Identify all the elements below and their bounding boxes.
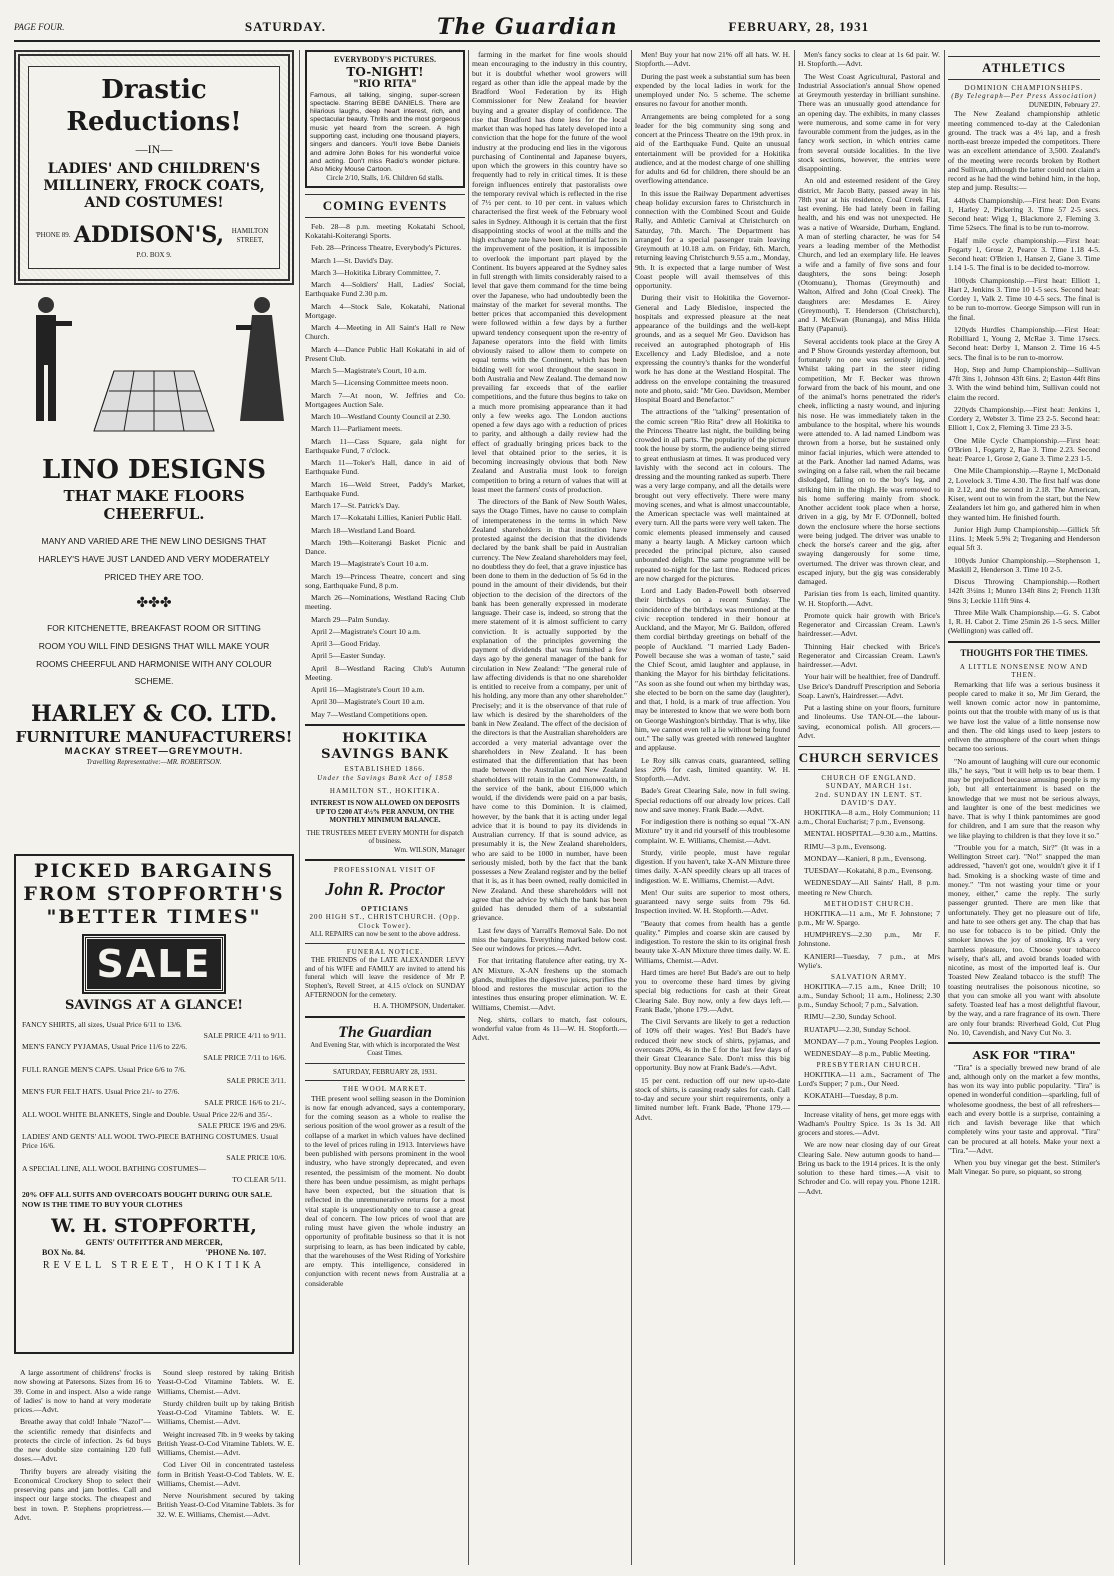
article-paragraph: Remarking that life was a serious business it people cared to make it so, Mr Jim Gerard, the well known comic actor now in pantomime, points out that the trouble with many of us is that we have lost the value of a little nonsense now and then. The old kings used to keep jesters to enliven the atmosphere of the court when things became too serious. — [948, 679, 1100, 754]
article-paragraph: "Trouble you for a match, Sir?" (It was in a Wellington Street car). "No!" snapped the man addressed, "haven't got one, wouldn't give it if I had. Smoking is a shocking waste of time and money." "I'm not wasting your time or your money, either," came the reply. The surly passenger grunted. There are men like that unfortunately. They get no pleasure out of life, and hate to see others get any. The chap that has no use for tobacco is to be pitied. Only the smoker knows the joy of smoking. It's a very harmless pleasure, too. Choose your tobacco wisely, that's all, and avoid brands loaded with nicotine, as most of the imported leaf is. Our Toasted New Zealand tobacco is the stuff! The toasting neutralises the poisonous nicotine, so that you can smoke all you want with absolute safety. Toasted leaf has a most delightful flavour, by the way, and a rare fragrance of its own. There are only four brands: Riverhead Gold, Cut Plug No. 10, Cavendish, and Navy Cut No. 3. — [948, 842, 1100, 1037]
event-item: April 8—Westland Racing Club's Autumn Meeting. — [305, 663, 465, 682]
column-five-notices — [798, 50, 940, 740]
addisons-phone: 'PHONE 89. — [35, 231, 71, 240]
notice-paragraph: Increase vitality of hens, get more eggs with Wadham's Poultry Spice. 1s 3s 1s 3d. All grocers and stores.—Advt. — [798, 1109, 940, 1138]
column-rule — [944, 50, 945, 1565]
church-methodist-list — [798, 909, 940, 971]
event-item: March 11—Cass Square, gala night for Earthquake Fund, 7 o'clock. — [305, 436, 465, 455]
result-paragraph: Discus Throwing Championship.—Rothert 142ft 3½ins 1; Munro 134ft 8ins 2; French 113ft 9ins 3; Leckie 111ft 9ins 4. — [948, 577, 1100, 605]
church-lent: 2nd. SUNDAY IN LENT. ST. DAVID'S DAY. — [815, 790, 923, 808]
bank-manager: Wm. WILSON, Manager — [393, 845, 465, 854]
event-item: March 7—At noon, W. Jeffries and Co. Mortgagees Auction Sale. — [305, 390, 465, 409]
service-item: MONDAY—7 p.m., Young Peoples Legion. — [804, 1036, 939, 1046]
pictures-head: EVERYBODY'S PICTURES. — [334, 55, 436, 64]
column-five — [798, 50, 940, 1199]
article-paragraph: The attractions of the "talking" presentation of the comic screen "Rio Rita" drew all Hokitika to the Princess Theatre last night, the building being crowded in all parts. The popularity of the picture took the house by storm, the audience being stirred to great enthusiasm at times. It was produced very lavishly with the second act in colours. The dressing and the mounting ranked as superb. There was a very large company, and all the details were brought out very effectively. There were many moving scenes, and what is almost unaccountable, the American spectacle was well maintained at every turn. All the parts were very well taken. The comic elements pleased immensely and caused many a hearty laugh. A Mickey cartoon which preceded the principal picture, also caused unbounded delight. The same programme will be repeated to-night for the last time. Reduced prices are now charged for the pictures. — [635, 407, 790, 583]
article-paragraph: 15 per cent. reduction off our new up-to-date stock of shirts, is causing ready sales for cash. Call to-day and secure your shirt requirements, only a limited number left. Frank Bade, 'Phone 179.—Advt. — [635, 1075, 790, 1122]
column-rule — [468, 50, 469, 1565]
result-paragraph: One Mile Cycle Championship.—First heat: O'Brien 1, Fogarty 2, Rae 3. Time 2.23. Second heat: Pearce 1, Grose 2, Gane 3. Time 2.23 1-5. — [948, 435, 1100, 464]
price-item-sale-price: SALE PRICE 3/11. — [226, 1075, 286, 1085]
coming-events-list — [305, 222, 465, 719]
price-item-label: A SPECIAL LINE, ALL WOOL BATHING COSTUMES— — [22, 1163, 207, 1173]
result-paragraph: 120yds Hurdles Championship.—First Heat: Robilliard 1, Young 2, McRae 3. Time 17secs. Second heat: Derby 1, Manson 2. Time 16 4-5 secs. The final is to be run to-morrow. — [948, 324, 1100, 362]
lino-sub2: CHEERFUL. — [103, 505, 205, 524]
pictures-body: Famous, all talking, singing, super-screen spectacle. Starring BEBE DANIELS. There are hilarious laughs, deep heart interest, rich, and spectacular beauty. Thrills and the most gorgeous music yet heard from the screen. A high supporting cast, including one thousand players, singers and dancers. You'll love Bebe Daniels and admire John Boles for his wonderful voice and acting. Don't miss Radio's wonder picture. Also Micky Mouse Cartoon. — [310, 91, 460, 174]
addisons-street: HAMILTON STREET, — [231, 227, 269, 244]
bank-est: ESTABLISHED 1866. — [344, 765, 426, 774]
price-item-label: ALL WOOL WHITE BLANKETS, Single and Double. Usual Price 22/6 and 35/-. — [22, 1109, 273, 1119]
stopforth-trade: GENTS' OUTFITTER AND MERCER, — [85, 1238, 223, 1248]
event-item: March 4—Stock Sale, Kokatahi, National Mortgage. — [305, 301, 465, 320]
service-item: TUESDAY—Kokatahi, 8 p.m., Evensong. — [804, 866, 933, 876]
price-item — [22, 1087, 286, 1108]
athletics-sub: DOMINION CHAMPIONSHIPS. — [964, 83, 1084, 92]
event-item: March 17—Kokatahi Lillies, Kanieri Public Hall. — [311, 513, 462, 523]
lino-illustration — [14, 291, 294, 441]
event-item: Feb. 28—Princess Theatre, Everybody's Pictures. — [311, 243, 462, 253]
man-figure-icon — [14, 291, 74, 441]
athletics-place: DUNEDIN, February 27. — [1028, 100, 1100, 109]
masthead — [14, 14, 1100, 42]
event-item: Feb. 28—8 p.m. meeting Kokatahi School, Kokatahi-Koiterangi Sports. — [305, 221, 465, 241]
price-item — [22, 1164, 286, 1185]
price-item-label: FANCY SHIRTS, all sizes, Usual Price 6/11 to 13/6. — [22, 1019, 182, 1029]
funeral-body: THE FRIENDS of the LATE ALEXANDER LEVY and of his WIFE and FAMILY are invited to attend his funeral which will leave the residence of Mr P. Stephen's, Revell Street, at 4.15 o'clock on SUNDAY AFTERNOON for the cemetery. — [305, 956, 465, 999]
thoughts-sub: A LITTLE NONSENSE NOW AND THEN. — [959, 662, 1089, 680]
masthead-date: FEBRUARY, 28, 1931 — [728, 19, 870, 35]
addisons-advertisement — [14, 50, 294, 285]
result-paragraph: Half mile cycle championship.—First heat: Fogarty 1, Grose 2, Pearce 3. Time 1.18 4-5. Second heat: O'Brien 1, Hansen 2, Gane 3. Time 1.14 1-5. The final is to be decided to-morrow. — [948, 235, 1100, 273]
pictures-film: "RIO RITA" — [353, 79, 417, 91]
column-rule — [794, 50, 795, 1565]
church-methodist: METHODIST CHURCH. — [824, 899, 914, 908]
price-item-sale-price: SALE PRICE 7/11 to 16/6. — [203, 1053, 286, 1063]
event-item: April 3—Good Friday. — [311, 639, 381, 649]
notice-paragraph: Thrifty buyers are already visiting the Economical Crockery Shop to select their preserving pans and jam bottles. Call and inspect our large stocks. The cheapest and best in town. P. Stephens proprietress.—Advt. — [14, 1466, 151, 1522]
church-title: CHURCH SERVICES — [798, 746, 940, 770]
service-item: HOKITIKA—11 a.m., Sacrament of The Lord's Supper; 7 p.m., Our Need. — [798, 1069, 940, 1089]
notice-paragraph: A large assortment of childrens' frocks is now showing at Patersons. Sizes from 16 to 39. Come in and inspect. Also a wide range of ladies' is now to hand at very moderate prices.—Advt. — [14, 1368, 151, 1414]
article-paragraph: An old and esteemed resident of the Grey district, Mr Jacob Batty, passed away in his 78th year at his residence, Coal Creek Flat, last evening. He had lately been in failing health, and his end was not unexpected. He was a native of Wearside, Durham, England. A man of sterling character, he was for 54 years a leading member of the Methodist Church, and led an exemplary life. He leaves a wife and a family of five sons and four daughters, the sons being: Joseph (Otomuanu), Thomas (Greymouth) and Walton, Alfred and John (Coal Creek). The daughters are: Mesdames E. Airey (Greymouth), T. Henderson (Christchurch), and J. McEwan (Runanga), and Miss Hilda Batty (Papanui). — [798, 176, 940, 334]
notice-paragraph: Cod Liver Oil in concentrated tasteless form in British Yeast-O-Cod Tablets. W. E. Williams, Chemist.—Advt. — [157, 1460, 294, 1488]
event-item: March 19th—Koiterangi Basket Picnic and Dance. — [305, 537, 465, 557]
price-item-sale-price: SALE PRICE 19/6 and 29/6. — [198, 1120, 286, 1130]
event-item: March 4—Soldiers' Hall, Ladies' Social, Earthquake Fund 2.30 p.m. — [305, 280, 465, 299]
price-item-label: MEN'S FUR FELT HATS. Usual Price 21/- to 27/6. — [22, 1087, 180, 1097]
event-item: April 16—Magistrate's Court 10 a.m. — [311, 685, 425, 695]
bottom-notices — [14, 1368, 294, 1568]
notice-paragraph: We are now near closing day of our Great Clearing Sale. New autumn goods to hand—Bring us back to the 1914 prices. It is the only solution to these hard times.—A visit to Schroder and Co. will repay you. Phone 121R.—Advt. — [798, 1140, 940, 1196]
article-paragraph: "No amount of laughing will cure our economic ills," he says, "but it will help us to bear them. I may be prejudiced because amusing people is my job, but all entertainment is based on the knowledge that we must not be serious always, and laughter is one of the best medicines we have. That is why I think pantomimes are good for children, and I am sure that the reason why we like playing to children is that they love it so." — [948, 756, 1100, 840]
proctor-address: 200 HIGH ST., CHRISTCHURCH. (Opp. Clock Tower). — [309, 913, 461, 930]
pictures-advertisement — [305, 50, 465, 188]
coming-events-title: COMING EVENTS — [305, 194, 465, 218]
price-item — [22, 1020, 286, 1041]
vinegar-notice: When you buy vinegar get the best. Stimiler's Malt Vinegar. So pure, so piquant, so strong — [948, 1158, 1100, 1177]
thoughts-body — [948, 680, 1100, 1038]
lino-para2: FOR KITCHENETTE, BREAKFAST ROOM OR SITTING ROOM YOU WILL FIND DESIGNS THAT WILL MAKE YOUR ROOMS CHEERFUL AND HARMONISE WITH ANY COLOUR SCHEME. — [36, 622, 272, 687]
event-item: April 2—Magistrate's Court 10 a.m. — [311, 626, 421, 636]
price-item — [22, 1110, 286, 1131]
stopforth-firm: W. H. STOPFORTH, — [51, 1214, 257, 1237]
harley-firm: HARLEY & CO. LTD. — [31, 701, 277, 728]
bottom-right-notices — [157, 1368, 294, 1568]
article-paragraph: For indigestion there is nothing so equal "X-AN Mixture" try it and rid yourself of this troublesome complaint. W. E. Williams, Chemist.—Advt. — [635, 817, 790, 845]
column-rule — [299, 50, 300, 1565]
bank-act: Under the Savings Bank Act of 1858 — [317, 774, 453, 783]
price-item-label: MEN'S FANCY PYJAMAS, Usual Price 11/6 to 22/6. — [22, 1042, 187, 1052]
bank-interest: INTEREST IS NOW ALLOWED ON DEPOSITS UP TO £200 AT 4½% PER ANNUM, ON THE MONTHLY MINIMUM BALANCE. — [310, 799, 460, 825]
lino-sub1: THAT MAKE FLOORS — [63, 486, 245, 505]
event-item: March 16—Weld Street, Paddy's Market, Earthquake Fund. — [305, 479, 465, 498]
article-paragraph: Arrangements are being completed for a song leader for the big community sing song and concert at the Princess Theatre on the 19th prox. in aid of the Earthquake Fund. Quite an unusual entertainment will be provided for a Hokitika audience, and at the modest charge of one shilling for adults and 6d for children, there should be an overflowing attendance. — [635, 111, 790, 186]
harley-address: MACKAY STREET—GREYMOUTH. — [64, 746, 244, 758]
event-item: March 29—Palm Sunday. — [311, 614, 390, 624]
proctor-head: PROFESSIONAL VISIT OF — [333, 866, 437, 875]
article-paragraph: Men! Buy your hat now 21% off all hats. W. H. Stopforth.—Advt. — [635, 50, 790, 69]
article-paragraph: Thinning Hair checked with Brice's Regenerator and Circassian Cream. Lawn's hairdresser.—Advt. — [798, 641, 940, 669]
article-paragraph: The directors of the Bank of New South Wales, says the Otago Times, have no cause to complain of intemperateness in the terms in which New Zealand shareholders in that institution have protested against the decision that the dividends declared by the bank shall be paid in Australian currency. The New Zealand shareholders may feel, no doubtless they do feel, that a grave injustice has been done to them in the deduction of 5s 6d in the pound in the amount of their dividends, but their objection to the decision of the directors of the bank has been generally expressed in moderate language. Their case is, indeed, so strong that the mere statement of it is almost sufficient to carry conviction. It is actually supported by the explanation of the principles governing the payment of dividends that was furnished a few days ago by the general manager of the bank for circulation in New Zealand: "The general rule of law affecting dividends is that no one shareholder is entitled to receive from a company, per unit of his holding, any more than any other shareholder." Precisely; and it is the observance of that rule of law which is desired by the shareholders of the bank in New Zealand. The effect of the decision of the directors is that the Australian shareholders are accorded a very material advantage over the shareholders in New Zealand. It has been estimated that the differentiation that has been made between the Australian and New Zealand shareholders will retain in the Commonwealth, in the service of the bank, about £16,000 which would, if the dividends were paid on a par basis, have come to this Dominion. It is claimed, however, by the bank that it is acting under legal advice that it is bound to pay its dividends in Australian currency. If that is sound advice, as presumably it is, the New Zealand shareholders, who are said to be 1000 in number, have been seriously misled, both by the fact that the bank possesses a New Zealand register and by the belief that it is, as it has been owned, really domiciled in New Zealand. And these shareholders will not agree that the advice by which the bank has been guided has denuded them of a substantial grievance. — [472, 497, 627, 923]
event-item: March 18—Westland Land Board. — [311, 525, 416, 535]
event-item: May 7—Westland Competitions open. — [311, 709, 428, 719]
proctor-repairs: ALL REPAIRS can now be sent to the above address. — [309, 930, 461, 939]
price-item-sale-price: TO CLEAR 5/11. — [232, 1175, 286, 1185]
article-paragraph: Men! Our suits are superior to most others, guaranteed navy serge suits from 79s 6d. Inspection invited. W. H. Stopforth.—Advt. — [635, 887, 790, 916]
service-item: KANIERI—Tuesday, 7 p.m., at Mrs Wylie's. — [798, 951, 940, 970]
wool-title: THE WOOL MARKET. — [342, 1085, 428, 1094]
price-item — [22, 1132, 286, 1162]
column-advertisements — [14, 50, 294, 1360]
article-paragraph: During the past week a substantial sum has been expended by the local ladies in work for the unemployed under No. 5 scheme. The scheme ensures no favour for another month. — [635, 71, 790, 109]
service-item: HOKITIKA—7.15 a.m., Knee Drill; 10 a.m., Sunday School; 11 a.m., Holiness; 2.30 p.m., Sunday School; 7 p.m., Salvation. — [798, 981, 940, 1010]
event-item: March 10—Westland County Council at 2.30. — [311, 412, 451, 422]
event-item: March 19—Princess Theatre, concert and sing song, Earthquake Fund, 8 p.m. — [305, 571, 465, 590]
wool-body: THE present wool selling season in the Dominion is now far enough advanced, says a contemporary, for the coming season as a whole to realise the serious position of the wool grower as a result of the collapse of a market in which values have declined to the level of prices ruling in 1913. Interviews have been published with persons prominent in the wool industry, who have strongly deprecated, and even resented, the pessimism of the moment. No doubt there has been undue pessimism, as might perhaps have been expected, but the situation that is reflected in the unremunerative returns for a most vital staple is unquestionably one to cause a great deal of concern. The low prices of wool that are ruling must have given the whole industry an opportunity of profitable business so that it is not surprising to learn, as has been indicated by cable, that the warehouses of the West Riding of Yorkshire are empty. This intelligence, considered in conjunction with recent news from Australia at a considerable — [305, 1093, 465, 1288]
article-paragraph: For that irritating flatulence after eating, try X-AN Mixture. X-AN freshens up the stomach glands, multiplies the digestive juices, purifies the blood and restores the muscular action to the intestines thus ensuring proper elimination. W. E. Williams, Chemist.—Advt. — [472, 956, 627, 1012]
tira-title: ASK FOR "TIRA" — [972, 1049, 1076, 1063]
event-item: March 11—Toker's Hall, dance in aid of Earthquake Fund. — [305, 458, 465, 477]
article-paragraph: farming in the market for fine wools should mean encouraging to the industry in this country, but it is doubtful whether wool growers will regard as other than idle the appeal made by the Bradford Wool Federation by its High Commissioner for New Zealand for heavier buying and a greater display of confidence. The rise that Bradford has done less for the local market than was hoped has lately developed into a conviction that the hope for the future of the wool industry at the producing end lies in the vigorous purchasing of Continental and Japanese buyers, upon which the growers in this country have so frequently had to rely in critical times. It is these foreign influences entirely that pastoralists owe the temporary revival which is reflected in the rise of 7½ per cent. to 10 per cent. in values which characterised the first week of the February wool sales in Sydney. Although it is certain that the first disappointing stocks of wool at the mills and the high exchange rate have been influential factors in the improvement of the position, it is impossible to overlook the important part played by the Continent. Its buyers appeared at the Sydney sales in full strength with limits considerably raised to a level that gave them command for the time being over the Japanese, who had undoubtedly been the mainstay of the market for several months. The better prices that accompanied this development were followed within a few days by a further upward tendency consequent upon the re-entry of Japanese operators into the field with limits obviously raised to allow them to compete on equal terms with the Continent, which has been bidding well for wool throughout the season in both Australia and New Zealand. The demand now prevailing far exceeds that of the earlier competitions, and the future thus begins to take on a much more promising appearance than it had only a few weeks ago. The London auctions opened a few days ago with a reduction of prices to parity, and although a daily review had the effect of gradually bringing prices back to the level that obtained prior to the series, it is becoming increasingly obvious that both New Zealand and Australia must look to foreign competition to bring a return of values that will at least meet the farmers' costs of production. — [472, 50, 627, 494]
event-item: March 1—St. David's Day. — [311, 255, 394, 265]
notice-paragraph: Nerve Nourishment secured by taking British Yeast-O-Cod Vitamine Tablets. 3s for 32. W. E. Williams, Chemist.—Advt. — [157, 1491, 294, 1519]
drastic-in: —IN— — [135, 142, 173, 157]
event-item: March 17—St. Patrick's Day. — [311, 501, 400, 511]
service-item: KOKATAHI—Tuesday, 8 p.m. — [804, 1091, 899, 1101]
result-paragraph: 100yds Championship.—First heat: Elliott 1, Hart 2, Jenkins 3. Time 10 1-5 secs. Second heat: Cordey 1, Valk 2. Time 10 4-5 secs. The final is to be run to-morrow. George Simpson will run in the final. — [948, 275, 1100, 322]
article-paragraph: Promote quick hair growth with Brice's Regenerator and Circassian Cream. Lawn's hairdresser.—Advt. — [798, 610, 940, 639]
result-paragraph: 220yds Championship.—First heat: Jenkins 1, Cordery 2, Webster 3. Time 23 2-5. Second heat: Elliott 1, Cox 2, Fleming 3. Time 23 3-5. — [948, 404, 1100, 433]
article-paragraph: Parisian ties from 1s each, limited quantity. W. H. Stopforth.—Advt. — [798, 589, 940, 608]
event-item: March 3—Hokitika Library Committee, 7. — [311, 267, 441, 277]
woman-figure-icon — [234, 291, 294, 441]
column-rule — [631, 50, 632, 1565]
article-paragraph: Last few days of Yarrall's Removal Sale. Do not miss the bargains. Everything marked below cost. See our windows for prices.—Advt. — [472, 925, 627, 953]
article-paragraph: Lord and Lady Baden-Powell both observed their birthdays on a recent Sunday. The coincidence of the birthdays was mentioned at the civic reception tendered in their honour at Auckland, and the Mayor, Mr G. Baildon, offered them cordial birthday greetings on behalf of the people of Auckland. "I married Lady Baden-Powell because she was a woman of taste," said the Chief Scout, amid laughter and applause, in thanking the Mayor for his birthday felicitations. "As soon as she found out when my birthday was, she elected to be born on the same day (laughter), and that, I hold, is a mark of true affection. You may be interested to know that we were both born on George Washington's birthday. That is why, like him, we cannot even tell a lie without being found out." The sally was greeted with renewed laughter and applause. — [635, 586, 790, 753]
event-item: March 26—Nominations, Westland Racing Club meeting. — [305, 593, 465, 612]
article-paragraph: The Civil Servants are likely to get a reduction of 10% off their wages. Yes! But Bade's have reduced their new stock of shirts, pyjamas, and overcoats 20%, 4s in the £ for the last few days of their Great Clearance Sale. Don't miss this big opportunity. Buy now at Frank Bade's.—Advt. — [635, 1017, 790, 1073]
church-presbyterian-list — [798, 1070, 940, 1101]
church-england-list — [798, 808, 940, 897]
church-england: CHURCH OF ENGLAND. — [821, 773, 917, 782]
athletics-title: ATHLETICS — [948, 56, 1100, 80]
stopforth-line3: "BETTER TIMES" — [46, 906, 262, 929]
thoughts-title: THOUGHTS FOR THE TIMES. — [960, 647, 1088, 658]
bank-trustees: THE TRUSTEES MEET EVERY MONTH for dispatch of business. — [306, 828, 464, 846]
article-paragraph: "Beauty that comes from health has a gentle quality." Pimples and coarse skin are caused by indigestion. To restore the skin to its original fresh beauty take X-AN Mixture three times daily. W. E. Williams, Chemist.—Advt. — [635, 918, 790, 965]
guardian-name: The Guardian — [338, 1023, 432, 1041]
stopforth-phone: 'PHONE No. 107. — [205, 1247, 266, 1257]
pictures-tonight: TO-NIGHT! — [346, 64, 424, 79]
drastic-line1: LADIES' AND CHILDREN'S — [47, 161, 261, 178]
lino-headline: LINO DESIGNS — [42, 455, 266, 485]
drastic-line2: MILLINERY, FROCK COATS, — [43, 178, 265, 195]
article-paragraph: Neg. shirts, collars to match, fast colours, wonderful value from 4s 11—W. H. Stopforth.—Advt. — [472, 1014, 627, 1043]
article-paragraph: Men's fancy socks to clear at 1s 6d pair. W. H. Stopforth.—Advt. — [798, 50, 940, 69]
harley-trade: FURNITURE MANUFACTURERS! — [15, 728, 293, 747]
notice-paragraph: Sound sleep restored by taking British Yeast-O-Cod Vitamine Tablets. W. E. Williams, Chemist.—Advt. — [157, 1368, 294, 1396]
article-paragraph: Sturdy, virile people, must have regular digestion. If you haven't, take X-AN Mixture three times daily. X-AN speedily clears up all traces of indigestion. W. E. Williams, Chemist.—Advt. — [635, 847, 790, 885]
bank-address: HAMILTON ST., HOKITIKA. — [329, 786, 441, 795]
price-item — [22, 1065, 286, 1086]
event-item: March 5—Magistrate's Court, 10 a.m. — [311, 366, 427, 376]
harley-rep: Travelling Representative:—MR. ROBERTSON. — [86, 758, 222, 766]
article-paragraph: Bade's Great Clearing Sale, now in full swing. Special reductions off our already low prices. Call now and save money. Frank Bade.—Advt. — [635, 786, 790, 814]
proctor-name: John R. Proctor — [325, 878, 445, 899]
service-item: RIMU—3 p.m., Evensong. — [804, 841, 887, 851]
column-two — [305, 50, 465, 1291]
article-paragraph: Several accidents took place at the Grey A and P Show Grounds yesterday afternoon, but fortunately no one was seriously injured. Whilst taking part in the steer riding competition, Mr F. Becker was thrown forward from the back of his mount, and one of the animal's horns penetrated the rider's cheek, inflicting a nasty wound, and injuring his nose. He was immediately taken in the ambulance to the hospital, where his wounds were attended to. A lad named Lindbom was thrown from a horse, but he sustained only minor facial injuries, which were attended to at the Park. Another lad named Adams, was swinging on a false rail, when the rail became dislodged, falling on to the boy's leg, and striking him in the thigh. He was removed to his home suffering mainly from shock. Another accident took place when a horse, driven in a gig, by Mr F. O'Donnell, bolted down the enclosure where the horse sections were being judged. The driver was unable to check the horse's career and the gig, after swaying dangerously for some time, overturned. The driver was thrown clear, and escaped injury, but the gig was considerably damaged. — [798, 336, 940, 586]
guardian-date: SATURDAY, FEBRUARY 28, 1931. — [333, 1067, 437, 1076]
result-paragraph: Junior High Jump Championship.—Gillick 5ft 11ins. 1; Meek 5.9¾ 2; Treganing and Henderson equal 5ft 3. — [948, 524, 1100, 553]
event-item: March 11—Parliament meets. — [311, 424, 403, 434]
notice-paragraph: Weight increased 7lb. in 9 weeks by taking British Yeast-O-Cod Vitamine Tablets. W. E. Williams, Chemist.—Advt. — [157, 1429, 294, 1457]
result-paragraph: 100yds Junior Championship.—Stephenson 1, Maskill 2, Henderson 3. Time 10 2-5. — [948, 555, 1100, 574]
result-paragraph: 440yds Championship.—First heat: Don Evans 1, Harley 2, Pickering 3. Time 57 2-5 secs. Second heat: Wigg 1, Blackmore 2, Fleming 3. Time 52secs. The final is to be run to-morrow. — [948, 195, 1100, 233]
drastic-line3: AND COSTUMES! — [84, 195, 224, 212]
pictures-prices: Circle 2/10, Stalls, 1/6. Children 6d stalls. — [326, 174, 444, 183]
event-item: March 19—Magistrate's Court 10 a.m. — [311, 559, 429, 569]
service-item: MENTAL HOSPITAL—9.30 a.m., Mattins. — [804, 829, 938, 839]
masthead-day: SATURDAY. — [244, 19, 327, 35]
drastic-headline: Drastic Reductions! — [66, 75, 242, 137]
article-paragraph: In this issue the Railway Department advertises cheap holiday excursion fares to Christchurch in connection with the Combined Scout and Guide Rally, and Athletic Carnival at Christchurch on Saturday, 7th. March. The Department has arranged for a special passenger train leaving Greymouth at 10.18 a.m. on Friday, 6th. March, returning leaving Christchurch 9.55 a.m., Monday, 9th. It is expected that a large number of West Coast people will avail themselves of this opportunity. — [635, 188, 790, 290]
proctor-sub: OPTICIANS — [361, 904, 409, 913]
notice-paragraph: Breathe away that cold! Inhale "Nazol"—the scientific remedy that disinfects and protects the circle of infection. 2s 6d buys the new double size containing 120 full doses.—Advt. — [14, 1417, 151, 1464]
column-four — [635, 50, 790, 1125]
sale-banner: SALE — [84, 936, 225, 992]
newspaper-title: The Guardian — [436, 13, 618, 40]
article-paragraph: The West Coast Agricultural, Pastoral and Industrial Association's annual Show opened at Greymouth yesterday in brilliant sunshine. There was an unusually good attendance for an opening day. The exhibits, in many classes were numerous, and some came in for very favourable comment from the judges, as in the fancy work section, in which entries came from several outside localities. In the live stock sections, however, the entries were disappointing. — [798, 71, 940, 173]
stopforth-street: REVELL STREET, HOKITIKA — [42, 1259, 266, 1271]
funeral-sign: H. A. THOMPSON, Undertaker. — [373, 1002, 465, 1011]
stopforth-box: BOX No. 84. — [42, 1247, 86, 1257]
church-salvation-list — [798, 982, 940, 1059]
stopforth-line2: FROM STOPFORTH'S — [23, 883, 285, 906]
stopforth-savings: SAVINGS AT A GLANCE! — [65, 997, 243, 1013]
church-date: SUNDAY, MARCH 1st. — [825, 782, 913, 791]
event-item: April 5—Easter Sunday. — [311, 651, 386, 661]
price-item-label: LADIES' AND GENTS' ALL WOOL TWO-PIECE BATHING COSTUMES. Usual Price 16/6. — [22, 1132, 279, 1151]
funeral-title: FUNERAL NOTICE. — [346, 947, 424, 956]
church-presbyterian: PRESBYTERIAN CHURCH. — [816, 1061, 922, 1070]
bottom-left-notices — [14, 1368, 151, 1568]
price-item-sale-price: SALE PRICE 4/11 to 9/11. — [203, 1030, 286, 1040]
athletics-tele: (By Telegraph—Per Press Association) — [951, 92, 1097, 101]
event-item: March 4—Meeting in All Saint's Hall re New Church. — [305, 323, 465, 342]
price-item-sale-price: SALE PRICE 16/6 to 21/-. — [204, 1098, 286, 1108]
service-item: HOKITIKA—8 a.m., Holy Communion; 11 a.m., Choral Eucharist; 7 p.m., Evensong. — [798, 807, 940, 827]
service-item: WEDNESDAY—8 p.m., Public Meeting. — [804, 1049, 931, 1059]
page-number: PAGE FOUR. — [14, 21, 65, 32]
service-item: RUATAPU—2.30, Sunday School. — [804, 1024, 911, 1034]
column-six — [948, 50, 1100, 1180]
lino-para1: MANY AND VARIED ARE THE NEW LINO DESIGNS THAT HARLEY'S HAVE JUST LANDED AND VERY MODERATELY PRICED THEY ARE TOO. — [38, 536, 270, 582]
harley-lino-advertisement — [14, 291, 294, 846]
service-item: MONDAY—Kanieri, 8 p.m., Evensong. — [804, 853, 927, 863]
article-paragraph: Put a lasting shine on your floors, furniture and linoleums. Use TAN-OL—the labour-saving, economical polish. All grocers.—Advt. — [798, 703, 940, 740]
service-item: WEDNESDAY—All Saints' Hall, 8 p.m. meeting re New Church. — [798, 878, 940, 897]
guardian-sub: And Evening Star, with which is incorporated the West Coast Times. — [310, 1042, 460, 1058]
article-paragraph: Your hair will be healthier, free of Dandruff. Use Brice's Dandruff Prescription and Seboria Soap. Lawn's, Hairdresser.—Advt. — [798, 672, 940, 700]
tira-body: "Tira" is a specially brewed new brand of ale and, although only on the market a few months, has won its way into public popularity. "Tira" is opened in wonderful condition—sparkling, full of wholesome goodness, the best of all refreshers—each and every bottle is a surprise, containing a rich and lavish beverage like that which completely wins your taste and approval. "Tira" can be procured at all hotels. Make your next a "Tira."—Advt. — [948, 1062, 1100, 1155]
article-paragraph: During their visit to Hokitika the Governor-General and Lady Bledisloe, inspected the hospitals and expressed pleasure at the neat appearance of the buildings and the well-kept grounds, and as a sequel Mr Geo. Davidson has received an autographed photograph of His Excellency and Lady Bledisloe, and a note expressing the country's thanks for the wonderful work he has done at the Westland Hospital. The address on the envelope containing the treasured note and photo, said: "Mr Geo. Davidson, Member Hospital Board and Benefactor." — [635, 293, 790, 404]
lino-floor-pattern-icon — [84, 351, 224, 441]
stopforth-line1: PICKED BARGAINS — [34, 860, 274, 882]
result-paragraph: One Mile Championship.—Rayne 1, McDonald 2, Lovelock 3. Time 4.30. The first half was done in 2.12, and the second in 2.18. The American, Kiser, went out to win from the start, but the New Zealanders let him go, and gathered him in when they wanted him. He finished fourth. — [948, 466, 1100, 522]
article-paragraph: Hard times are here! But Bade's are out to help you to overcome these hard times by giving special big reductions for cash at their Great Clearing Sale. Buy now, only a few days left.—Frank Bade, 'phone 179.—Advt. — [635, 967, 790, 1014]
service-item: RIMU—2.30, Sunday School. — [804, 1012, 897, 1022]
article-paragraph: Le Roy silk canvas coats, guaranteed, selling less 20% for cash, limited quantity. W. H. Stopforth.—Advt. — [635, 755, 790, 783]
event-item: March 4—Dance Public Hall Kokatahi in aid of Present Club. — [305, 344, 465, 363]
stopforth-advertisement — [14, 854, 294, 1354]
addisons-pobox: P.O. BOX 9. — [136, 251, 172, 260]
church-salvation: SALVATION ARMY. — [831, 973, 907, 982]
athletics-results — [948, 109, 1100, 635]
result-paragraph: Hop, Step and Jump Championship—Sullivan 47ft 3ins 1, Johnson 43ft 6ins. 2; Easton 44ft 8ins 3. With the wind behind him, Sullivan could not claim the record. — [948, 364, 1100, 402]
event-item: April 30—Magistrate's Court 10 a.m. — [311, 697, 425, 707]
service-item: HUMPHREYS—2.30 p.m., Mr F. Johnstone. — [798, 930, 940, 949]
stopforth-price-list — [22, 1020, 286, 1185]
result-paragraph: The New Zealand championship athletic meeting commenced to-day at the Caledonian ground. The track was a 4½ lap, and a fresh north-east breeze impeded the competitors. There was an excellent attendance of 3,500. Zealand's of the meeting were records broken by Rothert and Sullivan, although the latter could not claim a record as he had the wind behind him, in the hop, step and jump. Results:— — [948, 109, 1100, 193]
lino-ornament: ✤✤✤ — [136, 595, 172, 611]
price-item — [22, 1042, 286, 1063]
service-item: HOKITIKA—11 a.m., Mr F. Johnstone; 7 p.m., Mr W. Spargo. — [798, 908, 940, 927]
addisons-name: ADDISON'S, — [73, 222, 225, 249]
result-paragraph: Three Mile Walk Championship.—G. S. Cabot 1, R. H. Cabot 2. Time 25min 26 1-5 secs. Miller (Wellington) was called off. — [948, 607, 1100, 636]
price-item-sale-price: SALE PRICE 10/6. — [226, 1152, 286, 1162]
notice-paragraph: Sturdy children built up by taking British Yeast-O-Cod Vitamine Tablets. W. E. Williams, Chemist.—Advt. — [157, 1398, 294, 1427]
stopforth-discount: 20% OFF ALL SUITS AND OVERCOATS BOUGHT DURING OUR SALE. NOW IS THE TIME TO BUY YOUR CLOTHES — [22, 1190, 273, 1209]
event-item: March 5—Licensing Committee meets noon. — [311, 378, 449, 388]
column-three — [472, 50, 627, 1046]
bank-title: HOKITIKA SAVINGS BANK — [321, 730, 449, 762]
column-five-tail — [798, 1110, 940, 1196]
price-item-label: FULL RANGE MEN'S CAPS. Usual Price 6/6 to 7/6. — [22, 1064, 186, 1074]
